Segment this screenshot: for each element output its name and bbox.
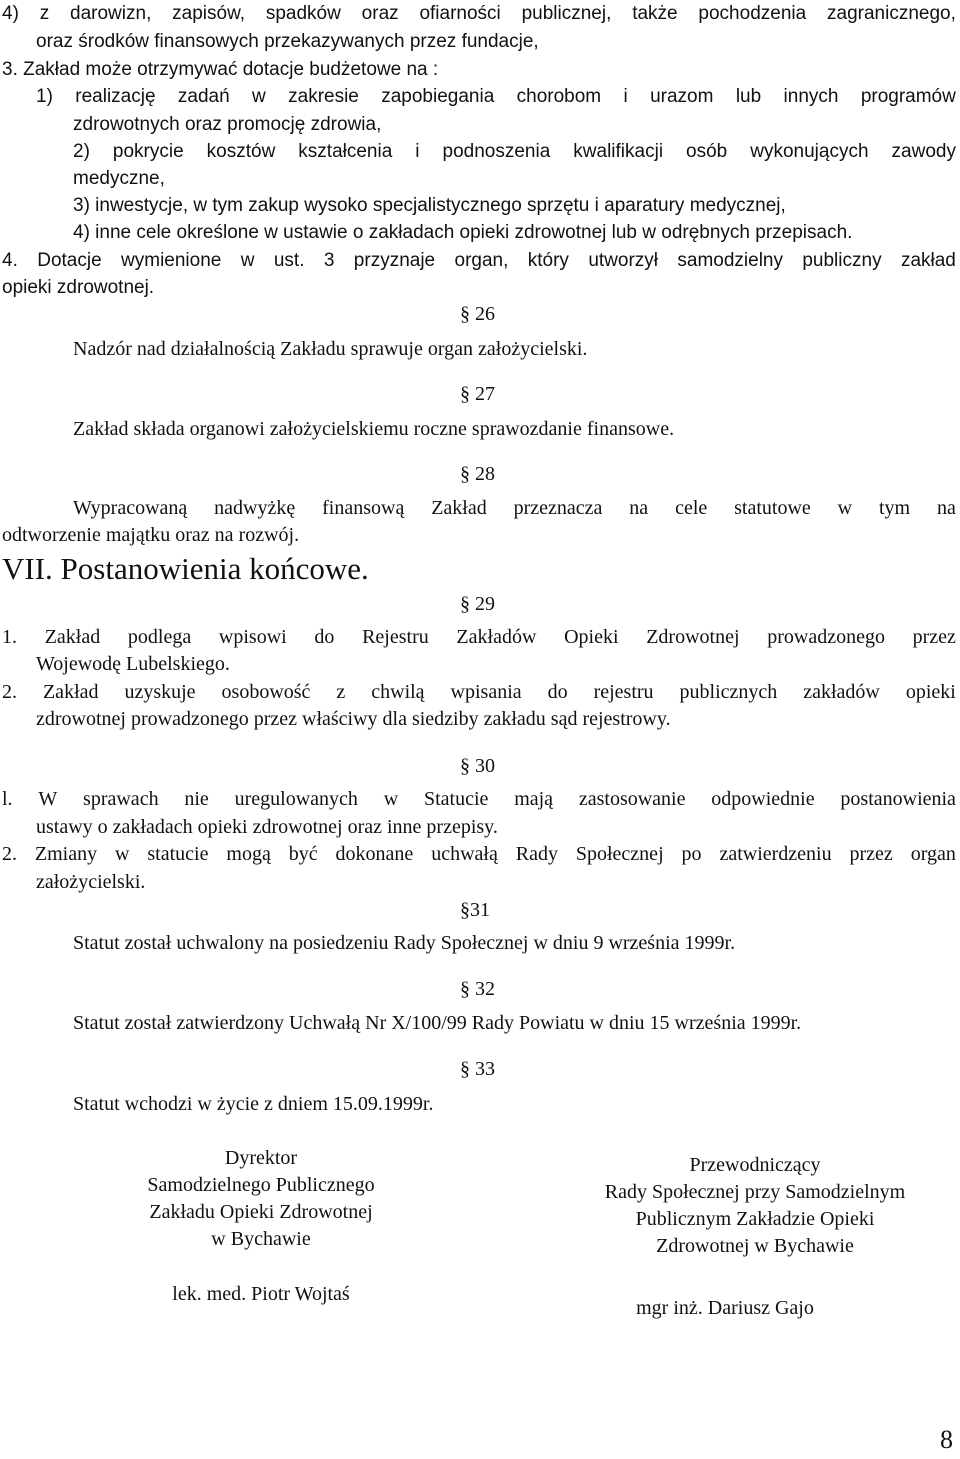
- word: także: [632, 3, 678, 24]
- word: innych: [783, 86, 839, 107]
- justified-line: [2, 787, 956, 811]
- page-number: 8: [940, 1425, 953, 1454]
- section-number: §31: [460, 899, 490, 921]
- word: 3: [323, 250, 335, 271]
- text-line: opieki zdrowotnej.: [2, 277, 155, 298]
- word: samodzielny: [677, 250, 783, 271]
- signature-title: Zdrowotnej w Bychawie: [656, 1235, 854, 1257]
- word: w: [837, 497, 853, 519]
- word: przez: [849, 843, 893, 865]
- word: Opieki: [564, 626, 619, 648]
- word: Zakład: [44, 626, 101, 648]
- signature-name-director: lek. med. Piotr Wojtaś: [172, 1283, 350, 1305]
- word: urazom: [650, 86, 714, 107]
- word: uchwałą: [431, 843, 498, 865]
- word: lub: [735, 86, 762, 107]
- word: zapisów,: [172, 3, 246, 24]
- word: zakresie: [288, 86, 359, 107]
- word: kształcenia: [298, 141, 393, 162]
- text-line: zdrowotnych oraz promocję zdrowia,: [73, 114, 382, 135]
- word: zawody: [891, 141, 956, 162]
- word: na: [629, 497, 649, 519]
- word: publicznej,: [521, 3, 612, 24]
- word: statucie: [147, 843, 209, 865]
- word: ust.: [273, 250, 305, 271]
- word: przyznaje: [353, 250, 436, 271]
- word: do: [314, 626, 335, 648]
- word: wymienione: [121, 250, 222, 271]
- word: Rejestru: [362, 626, 429, 648]
- word: rejestru: [593, 681, 654, 703]
- word: finansową: [322, 497, 405, 519]
- word: zastosowanie: [578, 788, 686, 810]
- word: tym: [878, 497, 911, 519]
- word: podlega: [127, 626, 192, 648]
- word: darowizn,: [70, 3, 152, 24]
- section-text: ustawy o zakładach opieki zdrowotnej oraz inne przepisy.: [36, 816, 498, 838]
- word: w: [383, 788, 399, 810]
- word: pokrycie: [112, 141, 184, 162]
- section-text: Zakład składa organowi założycielskiemu roczne sprawozdanie finansowe.: [73, 418, 675, 440]
- word: zagranicznego,: [827, 3, 956, 24]
- word: organ: [910, 843, 956, 865]
- word: utworzył: [588, 250, 658, 271]
- text-line: 4) inne cele określone w ustawie o zakładach opieki zdrowotnej lub w odrębnych przepisach.: [73, 222, 853, 243]
- signature-title: Przewodniczący: [689, 1154, 821, 1176]
- word: cele: [675, 497, 708, 519]
- word: osób: [686, 141, 728, 162]
- word: 2): [73, 141, 90, 162]
- word: i: [623, 86, 628, 107]
- word: Społecznej: [575, 843, 664, 865]
- signature-title: Dyrektor: [224, 1147, 298, 1169]
- signature-title: Samodzielnego Publicznego: [147, 1174, 375, 1196]
- signature-title: Publicznym Zakładzie Opieki: [635, 1208, 875, 1230]
- word: przez: [912, 626, 956, 648]
- word: 4): [2, 3, 19, 24]
- word: 2.: [2, 681, 17, 703]
- word: kosztów: [206, 141, 276, 162]
- word: zatwierdzeniu: [719, 843, 832, 865]
- word: dokonane: [335, 843, 414, 865]
- word: sprawach: [83, 788, 159, 810]
- section-text: Nadzór nad działalnością Zakładu sprawuje organ założycielski.: [73, 338, 588, 360]
- word: w: [115, 843, 130, 865]
- word: odpowiednie: [711, 788, 815, 810]
- section-text: Statut wchodzi w życie z dniem 15.09.1999r.: [73, 1093, 434, 1115]
- section-number: § 30: [460, 755, 495, 777]
- word: 2.: [2, 843, 17, 865]
- word: organ,: [454, 250, 509, 271]
- word: do: [547, 681, 568, 703]
- section-number: § 29: [460, 593, 495, 615]
- word: l.: [2, 788, 13, 810]
- signature-title: Rady Społecznej przy Samodzielnym: [604, 1181, 906, 1203]
- justified-line: [2, 2, 956, 26]
- word: być: [288, 843, 318, 865]
- section-text: zdrowotnej prowadzonego przez właściwy dla siedziby zakładu sąd rejestrowy.: [36, 708, 671, 730]
- word: Rady: [515, 843, 558, 865]
- word: w: [240, 250, 255, 271]
- word: 4.: [2, 250, 18, 271]
- word: ofiarności: [419, 3, 501, 24]
- word: Zakład: [42, 681, 99, 703]
- word: realizację: [75, 86, 156, 107]
- word: prowadzonego: [767, 626, 885, 648]
- word: zadań: [177, 86, 230, 107]
- word: pochodzenia: [698, 3, 807, 24]
- word: oraz: [361, 3, 399, 24]
- word: kwalifikacji: [573, 141, 664, 162]
- text-line: 3) inwestycje, w tym zakup wysoko specjalistycznego sprzętu i aparatury medycznej,: [73, 195, 786, 216]
- word: z: [336, 681, 346, 703]
- justified-line: [2, 249, 956, 273]
- word: 1.: [2, 626, 17, 648]
- signature-name-chairman: mgr inż. Dariusz Gajo: [636, 1297, 814, 1319]
- word: Statucie: [423, 788, 489, 810]
- word: zakład: [900, 250, 956, 271]
- justified-line: [2, 680, 956, 704]
- word: publiczny: [802, 250, 882, 271]
- word: który: [527, 250, 569, 271]
- signature-title: Zakładu Opieki Zdrowotnej: [149, 1201, 373, 1223]
- word: mają: [514, 788, 554, 810]
- justified-line: [73, 140, 956, 164]
- justified-line: [2, 842, 956, 866]
- section-text: założycielski.: [36, 871, 146, 893]
- section-number: § 26: [460, 303, 495, 325]
- word: zapobiegania: [381, 86, 495, 107]
- word: na: [936, 497, 956, 519]
- justified-line: [2, 625, 956, 649]
- text-line: 3. Zakład może otrzymywać dotacje budżetowe na :: [2, 59, 439, 80]
- word: publicznych: [679, 681, 778, 703]
- signature-title: w Bychawie: [211, 1228, 311, 1250]
- word: programów: [860, 86, 956, 107]
- word: chwilą: [371, 681, 425, 703]
- section-text: Wojewodę Lubelskiego.: [36, 653, 230, 675]
- word: przeznacza: [513, 497, 603, 519]
- word: Zakład: [431, 497, 487, 519]
- signature-block-chairman: [555, 1152, 955, 1260]
- justified-line: [73, 496, 956, 520]
- section-text: Statut został uchwalony na posiedzeniu Rady Społecznej w dniu 9 września 1999r.: [73, 932, 736, 954]
- section-number: § 33: [460, 1058, 495, 1080]
- word: z: [39, 3, 50, 24]
- text-line: oraz środków finansowych przekazywanych przez fundacje,: [36, 31, 539, 52]
- word: chorobom: [516, 86, 602, 107]
- chapter-heading: VII. Postanowienia końcowe.: [2, 551, 369, 586]
- word: wykonujących: [750, 141, 869, 162]
- word: Zdrowotnej: [646, 626, 740, 648]
- word: W: [38, 788, 58, 810]
- word: podnoszenia: [442, 141, 551, 162]
- word: zakładów: [803, 681, 880, 703]
- word: Dotacje: [37, 250, 102, 271]
- word: uzyskuje: [124, 681, 196, 703]
- word: postanowienia: [840, 788, 956, 810]
- word: Zakładów: [456, 626, 537, 648]
- word: wpisowi: [218, 626, 287, 648]
- word: osobowość: [221, 681, 311, 703]
- section-number: § 28: [460, 463, 495, 485]
- word: uregulowanych: [234, 788, 358, 810]
- justified-line: [36, 85, 956, 109]
- signature-block-director: [101, 1145, 421, 1253]
- section-number: § 32: [460, 978, 495, 1000]
- word: 1): [36, 86, 53, 107]
- word: w: [252, 86, 266, 107]
- word: wpisania: [450, 681, 522, 703]
- word: statutowe: [734, 497, 811, 519]
- word: Wypracowaną: [73, 497, 188, 519]
- word: mogą: [226, 843, 271, 865]
- word: Zmiany: [34, 843, 98, 865]
- word: nie: [184, 788, 209, 810]
- word: po: [681, 843, 702, 865]
- word: opieki: [905, 681, 956, 703]
- section-text: Statut został zatwierdzony Uchwałą Nr X/100/99 Rady Powiatu w dniu 15 września 1999r.: [73, 1012, 802, 1034]
- word: nadwyżkę: [214, 497, 296, 519]
- text-line: medyczne,: [73, 168, 165, 189]
- section-number: § 27: [460, 383, 495, 405]
- section-text: odtworzenie majątku oraz na rozwój.: [2, 524, 300, 546]
- word: i: [415, 141, 420, 162]
- word: spadków: [265, 3, 341, 24]
